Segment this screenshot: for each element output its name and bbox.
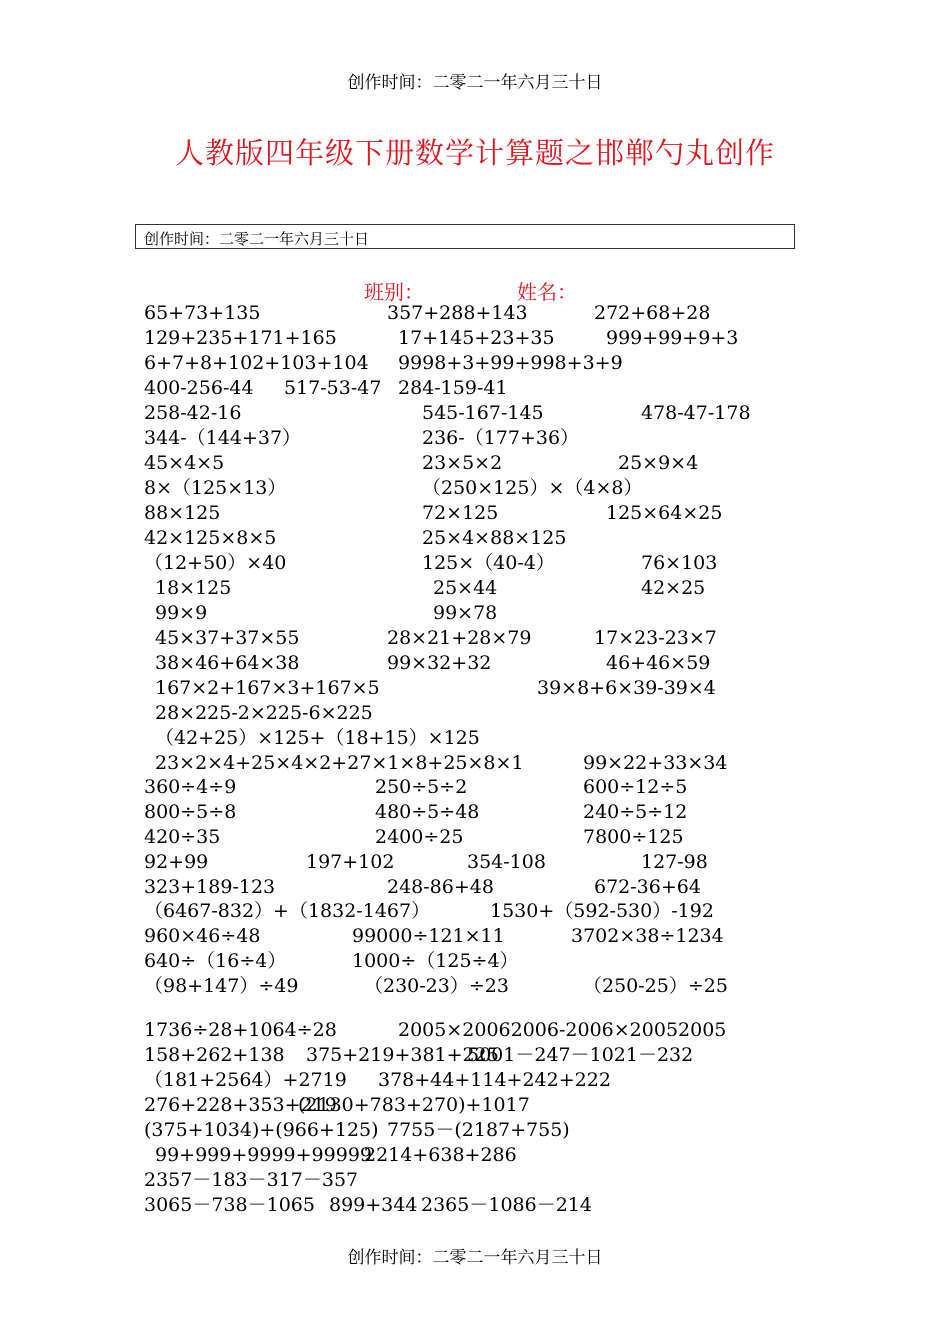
exercise-item: 1000÷（125÷4） xyxy=(352,950,519,972)
exercise-item: 258-42-16 xyxy=(144,402,242,424)
exercise-item: 640÷（16÷4） xyxy=(144,950,287,972)
exercise-item: 3065－738－1065 xyxy=(144,1194,315,1216)
exercise-item: 167×2+167×3+167×5 xyxy=(155,677,380,699)
exercise-item: （181+2564）+2719 xyxy=(144,1069,347,1091)
exercise-item: 2400÷25 xyxy=(375,826,464,848)
exercise-item: 354-108 xyxy=(467,851,546,873)
exercise-item: 18×125 xyxy=(155,577,232,599)
exercise-item: 250÷5÷2 xyxy=(375,776,468,798)
exercise-item: 600÷12÷5 xyxy=(583,776,688,798)
exercise-item: （6467-832）+（1832-1467） xyxy=(144,900,431,922)
exercise-item: （42+25）×125+（18+15）×125 xyxy=(155,727,480,749)
exercise-item: 99×32+32 xyxy=(387,652,492,674)
exercise-item: 9998+3+99+998+3+9 xyxy=(398,352,623,374)
exercise-item: 45×4×5 xyxy=(144,452,225,474)
exercise-item: 1530+（592-530）-192 xyxy=(490,900,714,922)
exercise-item: 46+46×59 xyxy=(606,652,711,674)
exercise-item: （250×125）×（4×8） xyxy=(422,477,643,499)
exercise-item: 17+145+23+35 xyxy=(398,327,555,349)
exercise-item: 8×（125×13） xyxy=(144,477,287,499)
exercise-item: 197+102 xyxy=(306,851,395,873)
exercise-item: 276+228+353+219 xyxy=(144,1094,337,1116)
exercise-item: 7800÷125 xyxy=(583,826,684,848)
exercise-item: 129+235+171+165 xyxy=(144,327,337,349)
exercise-item: 357+288+143 xyxy=(387,302,528,324)
creation-time-box: 创作时间：二零二一年六月三十日 xyxy=(135,224,795,249)
page-footer: 创作时间：二零二一年六月三十日 xyxy=(347,1248,603,1268)
exercise-item: 999+99+9+3 xyxy=(606,327,739,349)
exercise-item: 2214+638+286 xyxy=(364,1144,517,1166)
exercise-item: 240÷5÷12 xyxy=(583,801,688,823)
exercise-item: 236-（177+36） xyxy=(422,427,580,449)
exercise-item: 65+73+135 xyxy=(144,302,261,324)
exercise-item: 39×8+6×39-39×4 xyxy=(537,677,716,699)
exercise-item: 378+44+114+242+222 xyxy=(378,1069,611,1091)
exercise-item: 125×64×25 xyxy=(606,502,723,524)
name-label: 姓名： xyxy=(517,280,577,304)
exercise-item: 420÷35 xyxy=(144,826,221,848)
exercise-item: 99×22+33×34 xyxy=(583,752,728,774)
exercise-item: (375+1034)+(966+125) xyxy=(144,1119,379,1141)
exercise-item: 23×5×2 xyxy=(422,452,503,474)
exercise-item: 344-（144+37） xyxy=(144,427,302,449)
exercise-item: 25×4×88×125 xyxy=(422,527,567,549)
exercise-item: 1736÷28+1064÷28 xyxy=(144,1019,337,1041)
exercise-item: 478-47-178 xyxy=(641,402,751,424)
exercise-item: 76×103 xyxy=(641,552,718,574)
exercise-item: 545-167-145 xyxy=(422,402,544,424)
exercise-item: 5001－247－1021－232 xyxy=(467,1044,694,1066)
exercise-item: 3702×38÷1234 xyxy=(571,925,724,947)
exercise-item: 517-53-47 xyxy=(284,377,382,399)
exercise-item: 127-98 xyxy=(641,851,708,873)
exercise-item: 284-159-41 xyxy=(398,377,508,399)
exercise-item: 88×125 xyxy=(144,502,221,524)
exercise-item: （250-25）÷25 xyxy=(583,975,728,997)
exercise-item: 960×46÷48 xyxy=(144,925,261,947)
exercise-item: 272+68+28 xyxy=(594,302,711,324)
exercise-item: 2357－183－317－357 xyxy=(144,1169,359,1191)
exercise-item: 2005×20062006-2006×20052005 xyxy=(398,1019,727,1041)
exercise-item: 480÷5÷48 xyxy=(375,801,480,823)
exercise-item: 672-36+64 xyxy=(594,876,701,898)
exercise-item: 360÷4÷9 xyxy=(144,776,237,798)
exercise-item: （12+50）×40 xyxy=(144,552,287,574)
exercise-item: 158+262+138 xyxy=(144,1044,285,1066)
exercise-item: 99×9 xyxy=(155,602,208,624)
exercise-item: 28×21+28×79 xyxy=(387,627,532,649)
exercise-item: 800÷5÷8 xyxy=(144,801,237,823)
exercise-item: 899+344 xyxy=(329,1194,418,1216)
exercise-item: 23×2×4+25×4×2+27×1×8+25×8×1 xyxy=(155,752,524,774)
exercise-item: 248-86+48 xyxy=(387,876,494,898)
exercise-item: 42×25 xyxy=(641,577,706,599)
exercise-item: 45×37+37×55 xyxy=(155,627,300,649)
exercise-item: 99+999+9999+99999 xyxy=(155,1144,372,1166)
exercise-item: 28×225-2×225-6×225 xyxy=(155,702,373,724)
exercise-item: （230-23）÷23 xyxy=(364,975,509,997)
exercise-item: 6+7+8+102+103+104 xyxy=(144,352,369,374)
page-title: 人教版四年级下册数学计算题之邯郸勺丸创作 xyxy=(174,136,775,170)
exercise-item: 375+219+381+225 xyxy=(306,1044,499,1066)
exercise-item: 38×46+64×38 xyxy=(155,652,300,674)
exercise-item: 17×23-23×7 xyxy=(594,627,717,649)
exercise-item: 400-256-44 xyxy=(144,377,254,399)
exercise-item: 323+189-123 xyxy=(144,876,276,898)
exercise-item: 99×78 xyxy=(433,602,498,624)
exercise-item: 2365－1086－214 xyxy=(421,1194,592,1216)
exercise-item: (2130+783+270)+1017 xyxy=(298,1094,530,1116)
exercise-item: 125×（40-4） xyxy=(422,552,555,574)
exercise-item: 92+99 xyxy=(144,851,209,873)
exercise-item: 72×125 xyxy=(422,502,499,524)
class-label: 班别： xyxy=(364,280,424,304)
exercise-item: 42×125×8×5 xyxy=(144,527,277,549)
exercise-item: （98+147）÷49 xyxy=(144,975,299,997)
page-header: 创作时间：二零二一年六月三十日 xyxy=(347,73,603,93)
exercise-item: 7755－(2187+755) xyxy=(387,1119,570,1141)
exercise-item: 25×9×4 xyxy=(618,452,699,474)
exercise-item: 99000÷121×11 xyxy=(352,925,505,947)
exercise-item: 25×44 xyxy=(433,577,498,599)
